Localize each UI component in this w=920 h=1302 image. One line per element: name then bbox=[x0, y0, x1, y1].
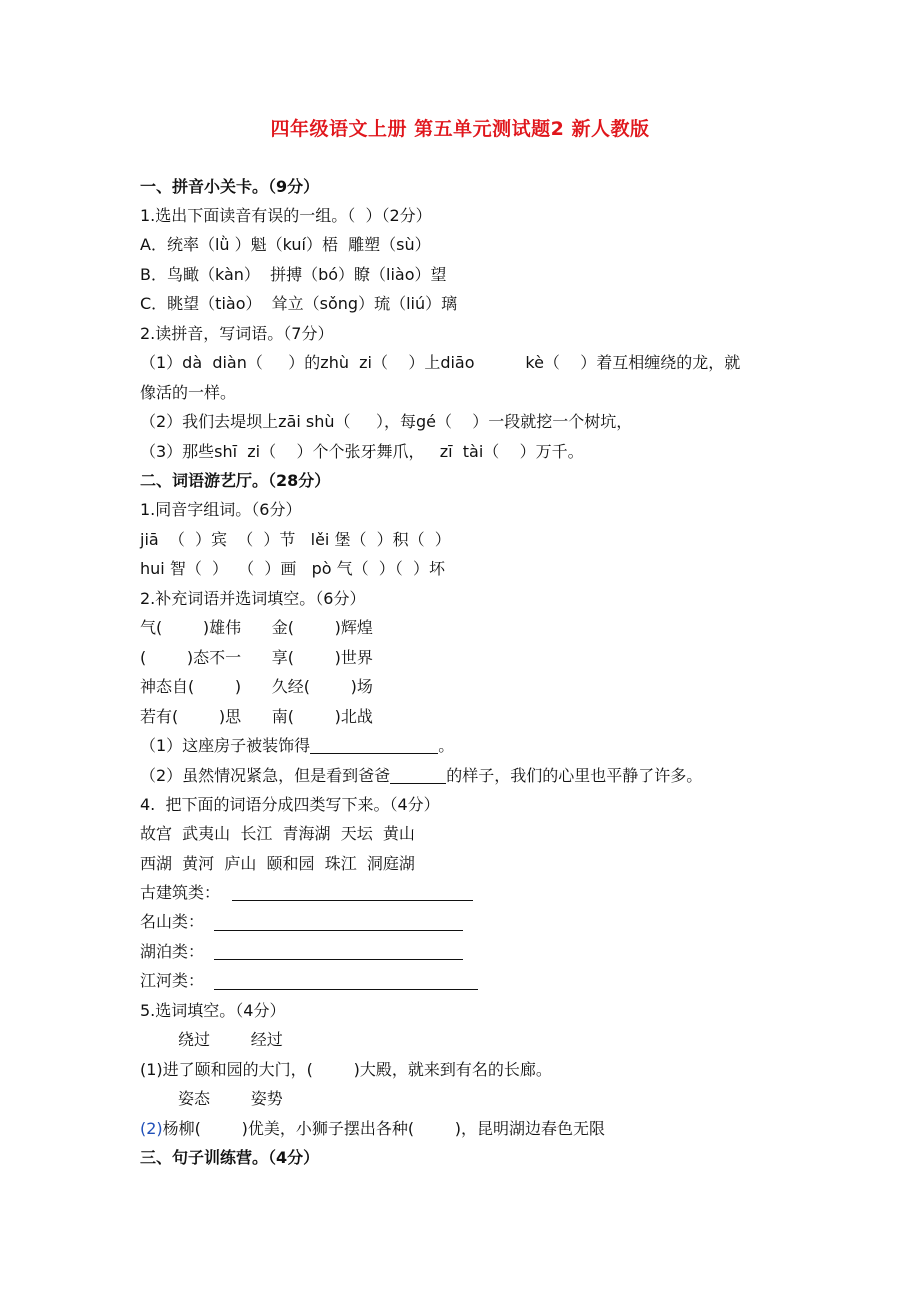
pinyin-item-1: （1）dà diàn（ ）的zhù zi（ ）上diāo kè（ ）着互相缠绕的龙，就 bbox=[140, 353, 741, 372]
category-rivers-line[interactable] bbox=[214, 989, 478, 990]
homophone-row-2: hui 智（ ） （ ）画 pò 气（ ）（ ）坏 bbox=[140, 559, 445, 578]
category-ancient-buildings-line[interactable] bbox=[232, 900, 473, 901]
idiom-row-4: 若有( )思 南( )北战 bbox=[140, 707, 373, 726]
category-lakes-line[interactable] bbox=[214, 959, 463, 960]
fill-sentence-1-text: （1）这座房子被装饰得 bbox=[140, 736, 311, 755]
section-3-heading: 三、句子训练营。（4分） bbox=[140, 1148, 320, 1167]
fill-sentence-1 bbox=[140, 735, 454, 757]
section-1-heading: 一、拼音小关卡。（9分） bbox=[140, 177, 320, 196]
fill-blank-1[interactable] bbox=[310, 737, 438, 754]
fill-sentence-1-end: 。 bbox=[438, 736, 455, 755]
option-c: C．眺望（tiào） 耸立（sǒng）琉（liú）璃 bbox=[140, 294, 458, 313]
word-list-row-2: 西湖 黄河 庐山 颐和园 珠江 洞庭湖 bbox=[140, 854, 415, 873]
pinyin-item-1-cont: 像活的一样。 bbox=[140, 383, 237, 402]
fill-sentence-2 bbox=[140, 765, 702, 787]
fill-blank-2[interactable] bbox=[390, 767, 446, 784]
choice-sentence-2-text: 杨柳( )优美，小狮子摆出各种( )，昆明湖边春色无限 bbox=[162, 1119, 606, 1138]
question-1-2: 2.读拼音，写词语。（7分） bbox=[140, 324, 334, 343]
idiom-row-1: 气( )雄伟 金( )辉煌 bbox=[140, 618, 373, 637]
word-list-row-1: 故宫 武夷山 长江 青海湖 天坛 黄山 bbox=[140, 824, 415, 843]
idiom-row-2: ( )态不一 享( )世界 bbox=[140, 648, 373, 667]
fill-sentence-2-end: 的样子，我们的心里也平静了许多。 bbox=[446, 766, 703, 785]
category-lakes: 湖泊类： bbox=[140, 942, 205, 961]
question-1-1: 1.选出下面读音有误的一组。（ ）（2分） bbox=[140, 206, 432, 225]
choice-sentence-2 bbox=[140, 1118, 605, 1140]
pinyin-item-2: （2）我们去堤坝上zāi shù（ ），每gé（ ）一段就挖一个树坑， bbox=[140, 412, 633, 431]
category-mountains-line[interactable] bbox=[214, 930, 463, 931]
idiom-row-3: 神态自( ) 久经( )场 bbox=[140, 677, 373, 696]
question-2-2: 2.补充词语并选词填空。（6分） bbox=[140, 589, 366, 608]
choice-sentence-1: (1)进了颐和园的大门，( )大殿，就来到有名的长廊。 bbox=[140, 1060, 552, 1079]
word-choice-1: 绕过 经过 bbox=[178, 1030, 283, 1049]
category-mountains: 名山类： bbox=[140, 912, 205, 931]
section-2-heading: 二、词语游艺厅。（28分） bbox=[140, 471, 331, 490]
option-a: A．统率（lǜ ）魁（kuí）梧 雕塑（sù） bbox=[140, 235, 431, 254]
homophone-row-1: jiā （ ）宾 （ ）节 lěi 堡（ ）积（ ） bbox=[140, 530, 451, 549]
question-2-1: 1.同音字组词。（6分） bbox=[140, 500, 302, 519]
category-ancient-buildings: 古建筑类： bbox=[140, 883, 221, 902]
fill-sentence-2-text: （2）虽然情况紧急，但是看到爸爸 bbox=[140, 766, 391, 785]
choice-sentence-2-number: (2) bbox=[140, 1119, 163, 1138]
option-b: B．鸟瞰（kàn） 拼搏（bó）瞭（liào）望 bbox=[140, 265, 447, 284]
question-2-4: 4. 把下面的词语分成四类写下来。（4分） bbox=[140, 795, 440, 814]
word-choice-2: 姿态 姿势 bbox=[178, 1089, 283, 1108]
question-2-5: 5.选词填空。（4分） bbox=[140, 1001, 286, 1020]
category-rivers: 江河类： bbox=[140, 971, 205, 990]
pinyin-item-3: （3）那些shī zi（ ）个个张牙舞爪， zī tài（ ）万千。 bbox=[140, 442, 584, 461]
page-title: 四年级语文上册 第五单元测试题2 新人教版 bbox=[270, 118, 650, 140]
